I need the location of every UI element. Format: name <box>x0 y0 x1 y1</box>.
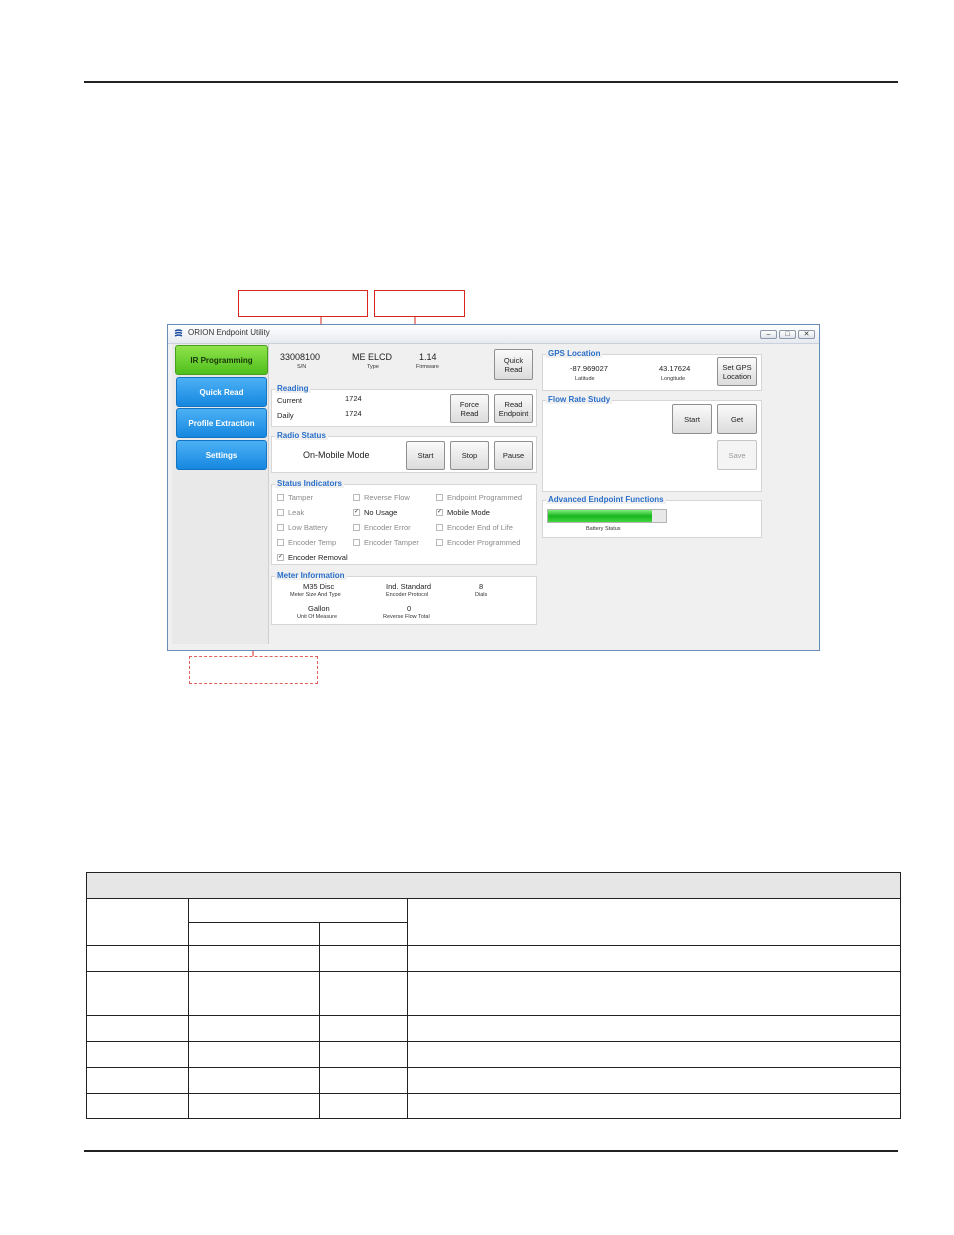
footer-rule <box>84 1150 898 1152</box>
read-endpoint-button[interactable]: Read Endpoint <box>494 394 533 423</box>
status-checkbox-label: Low Battery <box>288 523 328 532</box>
battery-status-fill <box>548 510 652 522</box>
status-checkbox[interactable] <box>436 524 443 531</box>
minimize-button[interactable]: – <box>760 330 777 339</box>
flow-rate-title: Flow Rate Study <box>548 395 611 404</box>
radio-status-title: Radio Status <box>277 431 326 440</box>
table-cell <box>86 1067 189 1094</box>
force-read-button[interactable]: Force Read <box>450 394 489 423</box>
status-checkbox-label: Encoder Removal <box>288 553 348 562</box>
nav-ir-programming[interactable]: IR Programming <box>175 345 268 375</box>
nav-profile-extraction[interactable]: Profile Extraction <box>176 408 267 438</box>
status-checkbox[interactable]: ✓ <box>437 509 443 515</box>
gps-title: GPS Location <box>548 349 601 358</box>
longitude-label: Longitude <box>661 376 686 382</box>
table-cell <box>407 898 901 946</box>
close-button[interactable]: ✕ <box>798 330 815 339</box>
table-cell <box>407 1041 901 1068</box>
type-value: ME ELCD <box>352 352 393 362</box>
table-cell <box>188 898 408 923</box>
status-checkbox-label: Encoder Temp <box>288 538 337 547</box>
nav-settings[interactable]: Settings <box>176 440 267 470</box>
table-cell <box>407 971 901 1016</box>
unit-value: Gallon <box>308 604 330 613</box>
firmware-label: Firmware <box>416 364 439 370</box>
meter-size-value: M35 Disc <box>303 582 335 591</box>
radio-mode-text: On-Mobile Mode <box>303 450 370 460</box>
nav-quick-read[interactable]: Quick Read <box>176 377 267 407</box>
table-cell <box>188 971 320 1016</box>
status-checkbox-label: Encoder End of Life <box>447 523 513 532</box>
longitude-value: 43.17624 <box>659 364 691 373</box>
status-checkbox-label: Endpoint Programmed <box>447 493 523 502</box>
type-label: Type <box>367 364 379 370</box>
status-checkbox-label: Reverse Flow <box>364 493 410 502</box>
table-cell <box>86 898 189 946</box>
sidebar <box>172 344 269 644</box>
status-checkbox-label: Leak <box>288 508 305 517</box>
battery-status-label: Battery Status <box>586 526 621 532</box>
orion-window <box>167 324 820 651</box>
table-cell <box>319 1093 408 1119</box>
set-gps-location-button[interactable]: Set GPS Location <box>717 357 757 386</box>
table-cell <box>188 1015 320 1042</box>
encoder-protocol-value: Ind. Standard <box>386 582 432 591</box>
window-title: ORION Endpoint Utility <box>188 328 270 337</box>
status-checkbox[interactable]: ✓ <box>354 509 360 515</box>
radio-start-button[interactable]: Start <box>406 441 445 470</box>
table-cell <box>188 922 320 946</box>
table-cell <box>407 1015 901 1042</box>
orion-logo-icon <box>174 329 183 338</box>
meter-size-label: Meter Size And Type <box>290 592 341 598</box>
status-checkbox[interactable] <box>277 494 284 501</box>
table-cell <box>188 1067 320 1094</box>
table-header-row <box>86 872 901 899</box>
table-cell <box>319 971 408 1016</box>
status-checkbox-label: Encoder Tamper <box>364 538 419 547</box>
radio-stop-button[interactable]: Stop <box>450 441 489 470</box>
table-cell <box>86 945 189 972</box>
encoder-protocol-label: Encoder Protocol <box>386 592 429 598</box>
table-cell <box>407 945 901 972</box>
table-cell <box>319 922 408 946</box>
reading-title: Reading <box>277 384 309 393</box>
latitude-label: Latitude <box>575 376 595 382</box>
latitude-value: -87.969027 <box>570 364 608 373</box>
table-cell <box>319 1067 408 1094</box>
quick-read-button[interactable]: Quick Read <box>494 349 533 380</box>
firmware-value: 1.14 <box>419 352 437 362</box>
current-label: Current <box>277 396 303 405</box>
battery-status-bar <box>547 509 667 523</box>
status-checkbox[interactable] <box>436 494 443 501</box>
status-checkbox[interactable]: ✓ <box>278 554 284 560</box>
status-indicators-title: Status Indicators <box>277 479 342 488</box>
table-cell <box>86 1015 189 1042</box>
meter-info-title: Meter Information <box>277 571 345 580</box>
current-value: 1724 <box>345 394 362 403</box>
status-checkbox[interactable] <box>353 494 360 501</box>
daily-label: Daily <box>277 411 294 420</box>
maximize-button[interactable]: □ <box>779 330 796 339</box>
table-cell <box>86 1093 189 1119</box>
title-bar <box>168 325 819 344</box>
status-checkbox[interactable] <box>353 524 360 531</box>
unit-label: Unit Of Measure <box>297 614 338 620</box>
status-checkbox[interactable] <box>277 524 284 531</box>
sn-label: S/N <box>297 364 307 370</box>
radio-pause-button[interactable]: Pause <box>494 441 533 470</box>
table-cell <box>188 1041 320 1068</box>
status-checkbox-label: Encoder Error <box>364 523 411 532</box>
table-cell <box>407 1093 901 1119</box>
table-cell <box>86 971 189 1016</box>
status-checkbox-label: No Usage <box>364 508 398 517</box>
status-checkbox[interactable] <box>353 539 360 546</box>
table-cell <box>188 1093 320 1119</box>
status-checkbox[interactable] <box>436 539 443 546</box>
dials-label: Dials <box>475 592 488 598</box>
flow-start-button[interactable]: Start <box>672 404 712 434</box>
reverse-flow-total-value: 0 <box>407 604 412 613</box>
advanced-title: Advanced Endpoint Functions <box>548 495 664 504</box>
status-checkbox-label: Mobile Mode <box>447 508 490 517</box>
document-table <box>86 872 901 1119</box>
table-cell <box>188 945 320 972</box>
table-cell <box>86 1041 189 1068</box>
table-cell <box>319 945 408 972</box>
daily-value: 1724 <box>345 409 362 418</box>
status-checkbox[interactable] <box>277 539 284 546</box>
table-cell <box>319 1015 408 1042</box>
flow-save-button[interactable]: Save <box>717 440 757 470</box>
status-checkbox[interactable] <box>277 509 284 516</box>
sn-value: 33008100 <box>280 352 321 362</box>
reverse-flow-total-label: Reverse Flow Total <box>383 614 430 620</box>
status-checkbox-label: Tamper <box>288 493 314 502</box>
table-cell <box>407 1067 901 1094</box>
table-cell <box>319 1041 408 1068</box>
flow-get-button[interactable]: Get <box>717 404 757 434</box>
status-checkbox-label: Encoder Programmed <box>447 538 521 547</box>
dials-value: 8 <box>479 582 484 591</box>
